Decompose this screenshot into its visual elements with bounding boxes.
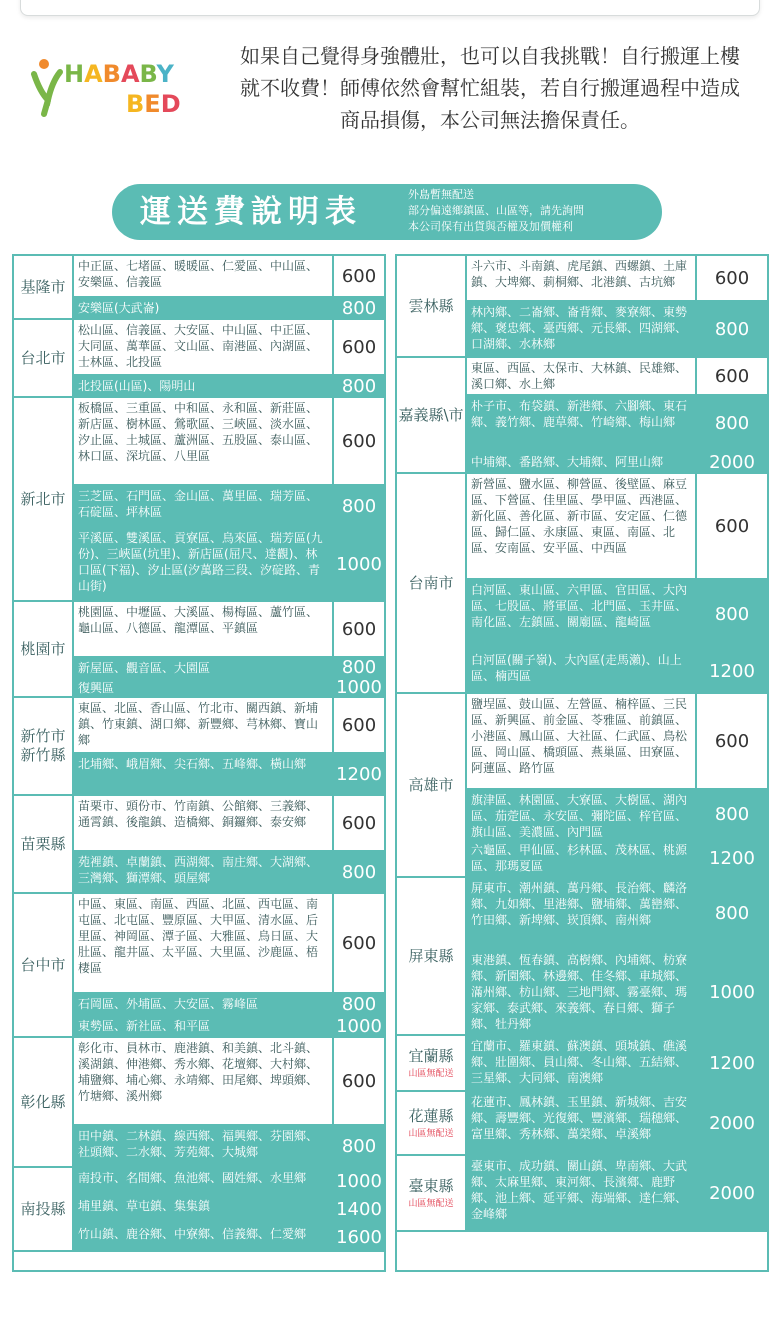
- rate-row: [74, 754, 384, 796]
- shipping-price: 1400: [332, 1196, 384, 1224]
- area-list: 復興區: [74, 678, 332, 698]
- intro-text: [210, 40, 770, 136]
- area-list: 斗六市、斗南鎮、虎尾鎮、西螺鎮、土庫鎮、大埤鄉、莿桐鄉、北港鎮、古坑鄉: [467, 256, 695, 302]
- rate-row: [74, 298, 384, 320]
- logo-graphic: [30, 52, 200, 122]
- shipping-price: 1000: [695, 950, 767, 1036]
- brand-logo: [30, 52, 200, 122]
- area-list: 新營區、鹽水區、柳營區、後壁區、麻豆區、下營區、佳里區、學甲區、西港區、新化區、善化區、新市區、安定區、仁德區、歸仁區、永康區、東區、南區、北區、安南區、安平區、中西區: [467, 474, 695, 580]
- area-list: 東港鎮、恆春鎮、高樹鄉、內埔鄉、枋寮鄉、新園鄉、林邊鄉、佳冬鄉、車城鄉、滿州鄉、枋山鄉、三地門鄉、霧臺鄉、瑪家鄉、泰武鄉、來義鄉、春日鄉、獅子鄉、牡丹鄉: [467, 950, 695, 1036]
- shipping-price: 1000: [332, 1168, 384, 1196]
- area-list: 朴子市、布袋鎮、新港鄉、六腳鄉、東石鄉、義竹鄉、鹿草鄉、竹崎鄉、梅山鄉: [467, 396, 695, 452]
- rate-row: [74, 1196, 384, 1224]
- shipping-price: 800: [332, 298, 384, 320]
- shipping-price: 600: [332, 698, 384, 754]
- title-banner: [112, 184, 662, 240]
- rate-row: [467, 1036, 767, 1092]
- city-name: [14, 1168, 74, 1252]
- rate-row: [74, 678, 384, 698]
- area-list: 東勢區、新社區、和平區: [74, 1016, 332, 1038]
- shipping-price: 600: [332, 602, 384, 658]
- shipping-price: 800: [695, 302, 767, 358]
- shipping-price: 600: [332, 256, 384, 298]
- rate-row: [74, 1168, 384, 1196]
- city-note: 山區無配送: [408, 1068, 454, 1079]
- area-list: 安樂區(大武崙): [74, 298, 332, 320]
- rate-row: [467, 302, 767, 358]
- rate-row: [74, 376, 384, 398]
- rate-row: [74, 602, 384, 658]
- logo-word-1: HABABY: [64, 60, 174, 88]
- rate-row: [467, 474, 767, 580]
- area-list: 六龜區、甲仙區、杉林區、茂林區、桃源區、那瑪夏區: [467, 840, 695, 878]
- rate-row: [74, 658, 384, 678]
- rate-row: [467, 694, 767, 790]
- rate-row: [74, 894, 384, 994]
- area-list: 南投市、名間鄉、魚池鄉、國姓鄉、水里鄉: [74, 1168, 332, 1196]
- shipping-price: 600: [695, 358, 767, 396]
- area-list: 東區、北區、香山區、竹北市、關西鎮、新埔鎮、竹東鎮、湖口鄉、新豐鄉、芎林鄉、寶山鄉: [74, 698, 332, 754]
- intro-line: 就不收費！師傅依然會幫忙組裝，若自行搬運過程中造成: [240, 76, 740, 100]
- shipping-table-left: [12, 254, 386, 1272]
- shipping-price: 1200: [695, 1036, 767, 1092]
- shipping-price: 800: [695, 396, 767, 452]
- shipping-price: 1600: [332, 1224, 384, 1252]
- rate-row: [467, 396, 767, 452]
- shipping-price: 600: [695, 694, 767, 790]
- area-list: 宜蘭市、羅東鎮、蘇澳鎮、頭城鎮、礁溪鄉、壯圍鄉、員山鄉、冬山鄉、五結鄉、三星鄉、大同鄉、南澳鄉: [467, 1036, 695, 1092]
- city-label: 新竹縣: [20, 746, 66, 764]
- city-note: 山區無配送: [408, 1198, 454, 1209]
- rate-row: [467, 1092, 767, 1156]
- shipping-table-right: [395, 254, 769, 1272]
- city-name: [14, 398, 74, 602]
- city-name: [14, 894, 74, 1038]
- rate-row: [74, 796, 384, 852]
- area-list: 旗津區、林園區、大寮區、大樹區、湖內區、茄萣區、永安區、彌陀區、梓官區、旗山區、美濃區、內門區: [467, 790, 695, 840]
- rate-row: [467, 256, 767, 302]
- city-label: 嘉義縣\市: [398, 405, 464, 424]
- rate-row: [467, 580, 767, 650]
- shipping-price: 800: [332, 658, 384, 678]
- city-name: [14, 1038, 74, 1168]
- area-list: 石岡區、外埔區、大安區、霧峰區: [74, 994, 332, 1016]
- city-name: [14, 602, 74, 698]
- shipping-price: 800: [332, 994, 384, 1016]
- rate-row: [467, 358, 767, 396]
- shipping-price: 800: [695, 790, 767, 840]
- city-label: 新竹市: [20, 727, 66, 745]
- rate-row: [74, 320, 384, 376]
- city-name: [397, 474, 467, 694]
- city-label: 新北市: [20, 489, 66, 508]
- shipping-price: 2000: [695, 452, 767, 474]
- city-label: 彰化縣: [20, 1092, 66, 1111]
- intro-line: 商品損傷，本公司無法擔保責任。: [340, 108, 640, 132]
- shipping-price: 1200: [695, 840, 767, 878]
- city-name: [397, 256, 467, 358]
- shipping-price: 600: [332, 398, 384, 486]
- area-list: 中埔鄉、番路鄉、大埔鄉、阿里山鄉: [467, 452, 695, 474]
- shipping-price: 2000: [695, 1092, 767, 1156]
- city-name: [397, 1092, 467, 1156]
- area-list: 花蓮市、鳳林鎮、玉里鎮、新城鄉、吉安鄉、壽豐鄉、光復鄉、豐濱鄉、瑞穗鄉、富里鄉、秀林鄉、萬榮鄉、卓溪鄉: [467, 1092, 695, 1156]
- city-label: 高雄市: [408, 775, 454, 794]
- city-label: 宜蘭縣: [408, 1046, 454, 1065]
- city-name: [14, 320, 74, 398]
- shipping-price: 1200: [332, 754, 384, 796]
- shipping-price: 1000: [332, 528, 384, 602]
- city-label: 臺東縣: [408, 1176, 454, 1195]
- area-list: 臺東市、成功鎮、關山鎮、卑南鄉、大武鄉、太麻里鄉、東河鄉、長濱鄉、鹿野鄉、池上鄉、延平鄉、海端鄉、達仁鄉、金峰鄉: [467, 1156, 695, 1232]
- area-list: 北埔鄉、峨眉鄉、尖石鄉、五峰鄉、橫山鄉: [74, 754, 332, 796]
- area-list: 北投區(山區)、陽明山: [74, 376, 332, 398]
- shipping-price: 600: [695, 256, 767, 302]
- rate-row: [74, 398, 384, 486]
- area-list: 田中鎮、二林鎮、線西鄉、福興鄉、芬園鄉、社頭鄉、二水鄉、芳苑鄉、大城鄉: [74, 1126, 332, 1168]
- rate-row: [467, 650, 767, 694]
- rate-row: [467, 950, 767, 1036]
- rate-row: [74, 1126, 384, 1168]
- shipping-price: 1000: [332, 1016, 384, 1038]
- area-list: 苗栗市、頭份市、竹南鎮、公館鄉、三義鄉、通霄鎮、後龍鎮、造橋鄉、銅鑼鄉、泰安鄉: [74, 796, 332, 852]
- shipping-price: 1200: [695, 650, 767, 694]
- shipping-price: 600: [332, 796, 384, 852]
- rate-row: [74, 698, 384, 754]
- shipping-price: 800: [695, 580, 767, 650]
- area-list: 竹山鎮、鹿谷鄉、中寮鄉、信義鄉、仁愛鄉: [74, 1224, 332, 1252]
- city-label: 台中市: [20, 955, 66, 974]
- banner-note: 外島暫無配送: [408, 188, 474, 201]
- page-title: 運送費說明表: [140, 194, 362, 230]
- rate-row: [467, 1156, 767, 1232]
- city-note: 山區無配送: [408, 1128, 454, 1139]
- area-list: 中區、東區、南區、西區、北區、西屯區、南屯區、北屯區、豐原區、大甲區、清水區、后里區、神岡區、潭子區、大雅區、烏日區、大肚區、龍井區、太平區、大里區、沙鹿區、梧棲區: [74, 894, 332, 994]
- rate-row: [74, 528, 384, 602]
- banner-notes: [408, 187, 584, 235]
- area-list: 中正區、七堵區、暖暖區、仁愛區、中山區、安樂區、信義區: [74, 256, 332, 298]
- area-list: 新屋區、觀音區、大園區: [74, 658, 332, 678]
- shipping-price: 600: [695, 474, 767, 580]
- shipping-price: 600: [332, 1038, 384, 1126]
- shipping-price: 1000: [332, 678, 384, 698]
- area-list: 平溪區、雙溪區、貢寮區、烏來區、瑞芳區(九份)、三峽區(坑里)、新店區(屈尺、達觀)、林口區(下福)、汐止區(汐萬路三段、汐碇路、青山街): [74, 528, 332, 602]
- city-name: [397, 878, 467, 1036]
- area-list: 苑裡鎮、卓蘭鎮、西湖鄉、南庄鄉、大湖鄉、三灣鄉、獅潭鄉、頭屋鄉: [74, 852, 332, 894]
- shipping-price: 800: [695, 878, 767, 950]
- area-list: 鹽埕區、鼓山區、左營區、楠梓區、三民區、新興區、前金區、苓雅區、前鎮區、小港區、鳳山區、大社區、仁武區、鳥松區、岡山區、橋頭區、燕巢區、田寮區、阿蓮區、路竹區: [467, 694, 695, 790]
- shipping-price: 800: [332, 1126, 384, 1168]
- logo-word-2: BED: [126, 90, 181, 118]
- rate-row: [74, 852, 384, 894]
- city-label: 基隆市: [20, 277, 66, 296]
- area-list: 松山區、信義區、大安區、中山區、中正區、大同區、萬華區、文山區、南港區、內湖區、士林區、北投區: [74, 320, 332, 376]
- area-list: 彰化市、員林市、鹿港鎮、和美鎮、北斗鎮、溪湖鎮、伸港鄉、秀水鄉、花壇鄉、大村鄉、埔鹽鄉、埔心鄉、永靖鄉、田尾鄉、埤頭鄉、竹塘鄉、溪州鄉: [74, 1038, 332, 1126]
- shipping-price: 800: [332, 486, 384, 528]
- top-card: [20, 0, 760, 16]
- area-list: 白河區、東山區、六甲區、官田區、大內區、七股區、將軍區、北門區、玉井區、南化區、左鎮區、關廟區、龍崎區: [467, 580, 695, 650]
- city-name: [397, 358, 467, 474]
- rate-row: [74, 256, 384, 298]
- shipping-price: 600: [332, 320, 384, 376]
- city-name: [14, 796, 74, 894]
- shipping-price: 800: [332, 852, 384, 894]
- city-name: [397, 694, 467, 878]
- shipping-price: 600: [332, 894, 384, 994]
- city-label: 台南市: [408, 573, 454, 592]
- city-label: 屏東縣: [408, 946, 454, 965]
- rate-row: [467, 790, 767, 840]
- rate-row: [467, 840, 767, 878]
- rate-row: [467, 878, 767, 950]
- city-name: [14, 698, 74, 796]
- rate-row: [467, 452, 767, 474]
- shipping-price: 2000: [695, 1156, 767, 1232]
- area-list: 桃園區、中壢區、大溪區、楊梅區、蘆竹區、龜山區、八德區、龍潭區、平鎮區: [74, 602, 332, 658]
- area-list: 板橋區、三重區、中和區、永和區、新莊區、新店區、樹林區、鶯歌區、三峽區、淡水區、汐止區、土城區、蘆洲區、五股區、泰山區、林口區、深坑區、八里區: [74, 398, 332, 486]
- city-name: [397, 1156, 467, 1232]
- area-list: 白河區(關子嶺)、大內區(走馬瀨)、山上區、楠西區: [467, 650, 695, 694]
- rate-row: [74, 1038, 384, 1126]
- city-name: [14, 256, 74, 320]
- shipping-price: 800: [332, 376, 384, 398]
- rate-row: [74, 486, 384, 528]
- area-list: 林內鄉、二崙鄉、崙背鄉、麥寮鄉、東勢鄉、褒忠鄉、臺西鄉、元長鄉、四湖鄉、口湖鄉、水林鄉: [467, 302, 695, 358]
- area-list: 東區、西區、太保市、大林鎮、民雄鄉、溪口鄉、水上鄉: [467, 358, 695, 396]
- city-label: 雲林縣: [408, 296, 454, 315]
- area-list: 三芝區、石門區、金山區、萬里區、瑞芳區、石碇區、坪林區: [74, 486, 332, 528]
- area-list: 埔里鎮、草屯鎮、集集鎮: [74, 1196, 332, 1224]
- city-label: 台北市: [20, 348, 66, 367]
- area-list: 屏東市、潮州鎮、萬丹鄉、長治鄉、麟洛鄉、九如鄉、里港鄉、鹽埔鄉、萬巒鄉、竹田鄉、新埤鄉、崁頂鄉、南州鄉: [467, 878, 695, 950]
- rate-row: [74, 1016, 384, 1038]
- city-label: 苗栗縣: [20, 834, 66, 853]
- rate-row: [74, 994, 384, 1016]
- city-label: 桃園市: [20, 639, 66, 658]
- city-label: 南投縣: [20, 1199, 66, 1218]
- rate-row: [74, 1224, 384, 1252]
- banner-note: 本公司保有出貨與否權及加價權利: [408, 220, 573, 233]
- city-name: [397, 1036, 467, 1092]
- banner-note: 部分偏遠鄉鎮區、山區等，請先詢問: [408, 204, 584, 217]
- intro-line: 如果自己覺得身強體壯，也可以自我挑戰！自行搬運上樓: [240, 44, 740, 68]
- city-label: 花蓮縣: [408, 1106, 454, 1125]
